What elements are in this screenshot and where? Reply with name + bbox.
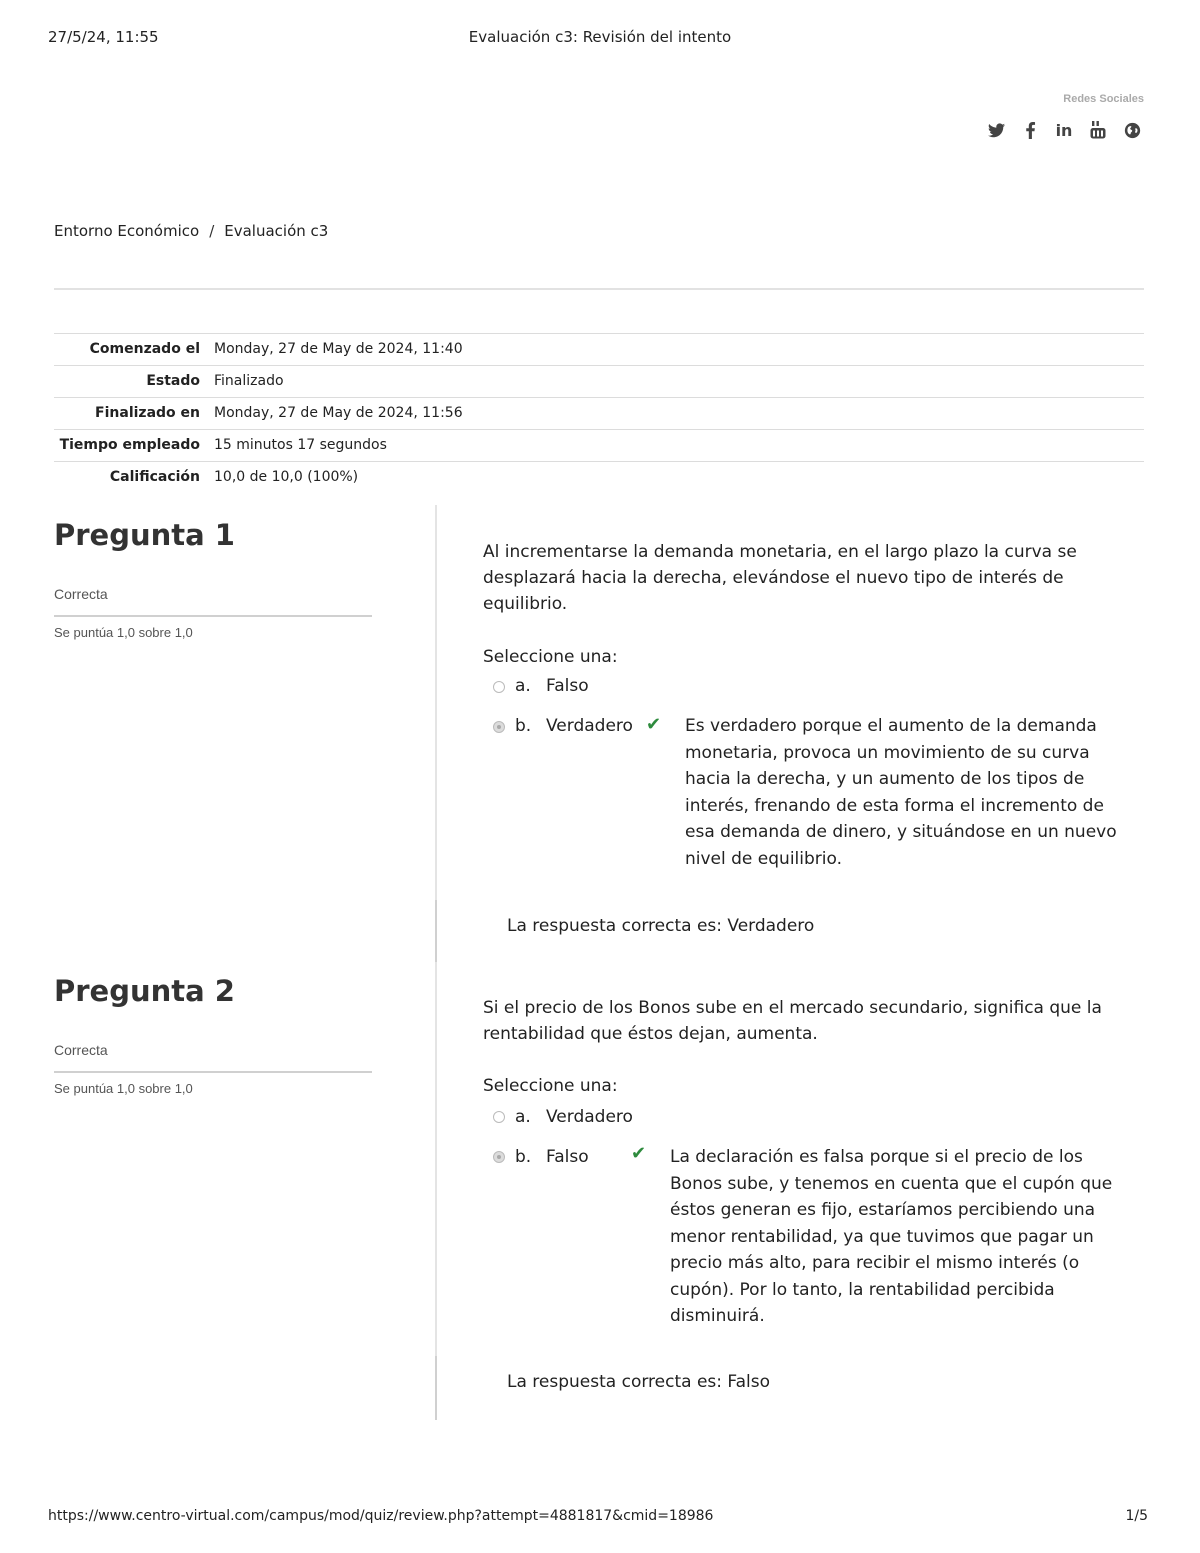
option-letter: b. [515, 716, 532, 736]
print-datetime: 27/5/24, 11:55 [48, 28, 159, 46]
question-divider [435, 900, 437, 962]
question-divider [435, 962, 437, 1356]
question-info-divider [54, 615, 372, 617]
breadcrumb-item-quiz[interactable]: Evaluación c3 [224, 222, 329, 240]
question-divider [435, 505, 437, 900]
print-footer-url: https://www.centro-virtual.com/campus/mod/quiz/review.php?attempt=4881817&cmid=18986 [48, 1508, 714, 1524]
feedback-line: monetaria, provoca un movimiento de su curva [685, 742, 1090, 763]
feedback-line: esa demanda de dinero, y situándose en un nuevo [685, 822, 1117, 842]
question-state: Correcta [54, 1042, 108, 1058]
option-text[interactable]: Verdadero [546, 1107, 633, 1127]
question-title: Pregunta 2 [54, 974, 235, 1008]
answer-radio-a[interactable] [493, 681, 505, 693]
correct-check-icon: ✔ [646, 714, 662, 734]
attempt-summary-table [54, 333, 1144, 493]
answer-prompt: Seleccione una: [483, 647, 618, 667]
summary-row-time [54, 430, 1144, 462]
summary-label: Comenzado el [89, 341, 200, 357]
summary-label: Estado [146, 373, 200, 389]
summary-value: 15 minutos 17 segundos [214, 437, 387, 453]
summary-row-state [54, 366, 1144, 398]
header-divider [54, 288, 1144, 290]
option-text[interactable]: Falso [546, 676, 589, 696]
answer-radio-a[interactable] [493, 1111, 505, 1123]
summary-row-started [54, 334, 1144, 366]
question-text [483, 995, 1113, 1047]
answer-radio-b[interactable] [493, 721, 505, 733]
option-letter: b. [515, 1147, 532, 1167]
feedback-line: Es verdadero porque el aumento de la demanda [685, 716, 1097, 736]
youtube-icon[interactable] [1088, 120, 1108, 140]
specific-feedback [685, 713, 1117, 872]
social-title: Redes Sociales [1063, 93, 1144, 105]
right-answer: La respuesta correcta es: Verdadero [507, 916, 815, 936]
summary-row-finished [54, 398, 1144, 430]
question-text-line: desplazará hacia la derecha, elevándose el nuevo tipo de interés de [483, 568, 1064, 588]
summary-label: Calificación [109, 469, 200, 485]
question-text [483, 539, 1113, 617]
question-text-line: equilibrio. [483, 594, 568, 614]
feedback-line: interés, frenando de esta forma el incremento de [685, 795, 1104, 816]
feedback-line: Bonos sube, y tenemos en cuenta que el cupón que [670, 1173, 1113, 1194]
question-grade: Se puntúa 1,0 sobre 1,0 [54, 1081, 193, 1096]
feedback-line: nivel de equilibrio. [685, 848, 843, 869]
specific-feedback [670, 1144, 1112, 1330]
option-text[interactable]: Falso [546, 1147, 589, 1167]
summary-value: Monday, 27 de May de 2024, 11:56 [214, 405, 463, 421]
breadcrumb [54, 222, 328, 240]
right-answer: La respuesta correcta es: Falso [507, 1372, 771, 1392]
linkedin-icon[interactable]: in [1055, 120, 1073, 140]
feedback-line: cupón). Por lo tanto, la rentabilidad percibida [670, 1279, 1055, 1300]
question-text-line: Si el precio de los Bonos sube en el mercado secundario, significa que la [483, 998, 1102, 1018]
summary-row-grade [54, 462, 1144, 494]
summary-value: 10,0 de 10,0 (100%) [214, 469, 359, 485]
print-page-number: 1/5 [1125, 1508, 1148, 1524]
globe-icon[interactable] [1122, 120, 1142, 140]
question-divider [435, 1356, 437, 1420]
option-text[interactable]: Verdadero [546, 716, 633, 736]
question-state: Correcta [54, 586, 108, 602]
question-title: Pregunta 1 [54, 518, 235, 552]
facebook-icon[interactable] [1020, 120, 1040, 140]
feedback-line: La declaración es falsa porque si el precio de los [670, 1147, 1083, 1167]
question-grade: Se puntúa 1,0 sobre 1,0 [54, 625, 193, 640]
feedback-line: menor rentabilidad, ya que tuvimos que pagar un [670, 1226, 1094, 1247]
feedback-line: precio más alto, para recibir el mismo interés (o [670, 1253, 1080, 1273]
twitter-icon[interactable] [986, 120, 1006, 140]
feedback-line: disminuirá. [670, 1306, 765, 1326]
correct-check-icon: ✔ [631, 1143, 647, 1163]
option-letter: a. [515, 676, 531, 696]
option-letter: a. [515, 1107, 531, 1127]
breadcrumb-separator: / [209, 222, 215, 240]
breadcrumb-item-course[interactable]: Entorno Económico [54, 222, 200, 240]
social-icons [986, 120, 1142, 140]
question-text-line: rentabilidad que éstos dejan, aumenta. [483, 1024, 818, 1044]
summary-label: Tiempo empleado [59, 437, 200, 453]
question-text-line: Al incrementarse la demanda monetaria, en el largo plazo la curva se [483, 542, 1077, 562]
summary-label: Finalizado en [95, 405, 200, 421]
print-page-title: Evaluación c3: Revisión del intento [468, 28, 732, 46]
feedback-line: hacia la derecha, y un aumento de los tipos de [685, 769, 1085, 789]
summary-value: Finalizado [214, 373, 284, 389]
answer-radio-b[interactable] [493, 1151, 505, 1163]
summary-value: Monday, 27 de May de 2024, 11:40 [214, 341, 463, 357]
feedback-line: éstos generan es fijo, estaríamos percibiendo una [670, 1200, 1096, 1220]
answer-prompt: Seleccione una: [483, 1076, 618, 1096]
question-info-divider [54, 1071, 372, 1073]
